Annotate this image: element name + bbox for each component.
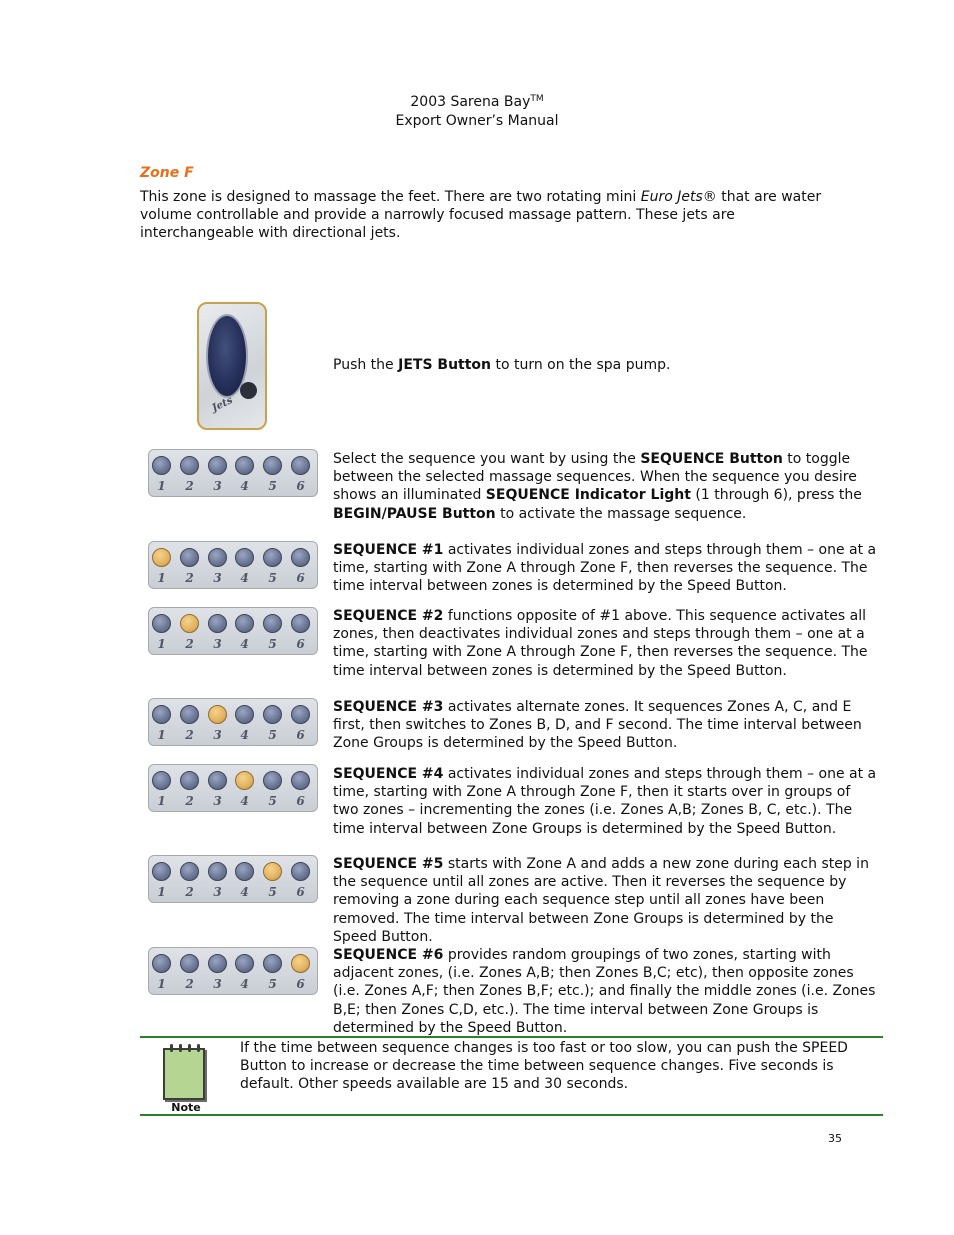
indicator-number-6: 6 [296, 977, 305, 991]
select-step-text: Select the sequence you want by using the SEQUENCE Button to toggle between the selected massage sequences. When the sequence you desire shows an illuminated SEQUENCE Indicator Light (1 through 6), press the BEGIN/PAUSE Button to activate the massage sequence. [333, 451, 862, 522]
sequence-indicator-light-4 [235, 548, 254, 567]
sequence-indicator-light-5 [263, 548, 282, 567]
sequence-indicator-light-5 [263, 954, 282, 973]
sequence-indicator-light-4 [235, 614, 254, 633]
jets-step-text: Push the JETS Button to turn on the spa pump. [333, 357, 671, 373]
note-top-rule [140, 1036, 883, 1038]
sequence-3-text: SEQUENCE #3 activates alternate zones. It sequences Zones A, C, and E first, then switches to Zones B, D, and F second. The time interval between Zone Groups is determined by the Speed Button. [333, 699, 862, 752]
indicator-number-6: 6 [296, 794, 305, 808]
note-label: Note [171, 1101, 201, 1114]
header-subtitle: Export Owner’s Manual [395, 113, 559, 129]
sequence-indicator-light-5 [263, 456, 282, 475]
indicator-number-1: 1 [157, 977, 166, 991]
sequence-indicator-light-2 [180, 862, 199, 881]
sequence-indicator-light-3 [208, 456, 227, 475]
indicator-number-3: 3 [213, 977, 222, 991]
sequence-indicator-light-1 [152, 614, 171, 633]
sequence-indicator-light-6 [291, 548, 310, 567]
sequence-indicator-light-6 [291, 456, 310, 475]
indicator-number-3: 3 [213, 571, 222, 585]
indicator-number-5: 5 [268, 885, 277, 899]
sequence-5-text: SEQUENCE #5 starts with Zone A and adds a new zone during each step in the sequence until all zones are active. Then it reverses the sequence by removing a zone during each sequence step until all zones have been removed. The time interval between Zone Groups is determined by the Speed Button. [333, 856, 869, 945]
indicator-number-4: 4 [240, 479, 249, 493]
indicator-number-3: 3 [213, 885, 222, 899]
sequence-indicator-light-6 [291, 954, 310, 973]
sequence-indicator-light-1 [152, 705, 171, 724]
indicator-number-1: 1 [157, 571, 166, 585]
sequence-indicator-light-4 [235, 862, 254, 881]
indicator-number-2: 2 [185, 794, 194, 808]
sequence-panel-5 [148, 855, 318, 903]
indicator-number-1: 1 [157, 479, 166, 493]
indicator-number-4: 4 [240, 728, 249, 742]
indicator-number-1: 1 [157, 728, 166, 742]
sequence-panel-4 [148, 764, 318, 812]
indicator-number-3: 3 [213, 637, 222, 651]
indicator-number-5: 5 [268, 794, 277, 808]
note-bottom-rule [140, 1114, 883, 1116]
indicator-number-4: 4 [240, 794, 249, 808]
sequence-indicator-light-3 [208, 771, 227, 790]
indicator-number-5: 5 [268, 479, 277, 493]
sequence-indicator-light-3 [208, 614, 227, 633]
sequence-indicator-light-1 [152, 954, 171, 973]
sequence-2-text: SEQUENCE #2 functions opposite of #1 above. This sequence activates all zones, then deactivates individual zones and steps through them – one at a time, starting with Zone A through Zone F, then reverses the sequence. The time interval between zones is determined by the Speed Button. [333, 608, 868, 679]
sequence-indicator-light-3 [208, 954, 227, 973]
sequence-indicator-light-1 [152, 771, 171, 790]
sequence-panel-none [148, 449, 318, 497]
sequence-panel-1 [148, 541, 318, 589]
section-title: Zone F [140, 165, 194, 181]
sequence-indicator-light-5 [263, 705, 282, 724]
indicator-number-1: 1 [157, 885, 166, 899]
sequence-panel-6 [148, 947, 318, 995]
sequence-indicator-light-5 [263, 771, 282, 790]
sequence-indicator-light-2 [180, 771, 199, 790]
sequence-4-text: SEQUENCE #4 activates individual zones and steps through them – one at a time, starting with Zone A through Zone F, then it starts over in groups of two zones – incrementing the zones (i.e. Zones A,B; Zones B, C, etc.). The time interval between Zone Groups is determined by the Speed Button. [333, 766, 877, 837]
indicator-number-2: 2 [185, 977, 194, 991]
sequence-indicator-light-6 [291, 771, 310, 790]
sequence-indicator-light-4 [235, 771, 254, 790]
indicator-number-5: 5 [268, 571, 277, 585]
sequence-indicator-light-2 [180, 456, 199, 475]
indicator-number-6: 6 [296, 885, 305, 899]
indicator-number-4: 4 [240, 571, 249, 585]
sequence-panel-3 [148, 698, 318, 746]
indicator-number-6: 6 [296, 728, 305, 742]
sequence-indicator-light-4 [235, 456, 254, 475]
sequence-indicator-light-5 [263, 614, 282, 633]
indicator-number-5: 5 [268, 977, 277, 991]
page-number: 35 [828, 1132, 842, 1145]
sequence-indicator-light-4 [235, 705, 254, 724]
indicator-number-2: 2 [185, 728, 194, 742]
indicator-number-6: 6 [296, 637, 305, 651]
sequence-1-text: SEQUENCE #1 activates individual zones and steps through them – one at a time, starting with Zone A through Zone F, then reverses the sequence. The time interval between zones is determined by the Speed Button. [333, 542, 877, 595]
sequence-indicator-light-1 [152, 548, 171, 567]
indicator-number-3: 3 [213, 728, 222, 742]
indicator-number-6: 6 [296, 571, 305, 585]
sequence-panel-2 [148, 607, 318, 655]
indicator-number-5: 5 [268, 637, 277, 651]
note-text: If the time between sequence changes is too fast or too slow, you can push the SPEED Button to increase or decrease the time between sequence changes. Five seconds is default. Other speeds available are 15 and 30 seconds. [240, 1040, 848, 1093]
sequence-indicator-light-3 [208, 705, 227, 724]
header-title: 2003 Sarena Bay™ [410, 94, 544, 110]
indicator-number-2: 2 [185, 571, 194, 585]
indicator-number-2: 2 [185, 885, 194, 899]
sequence-indicator-light-6 [291, 862, 310, 881]
indicator-number-4: 4 [240, 977, 249, 991]
intro-paragraph: This zone is designed to massage the feet. There are two rotating mini Euro Jets® that are water volume controllable and provide a narrowly focused massage pattern. These jets are interchangeable with directional jets. [140, 189, 822, 241]
indicator-number-2: 2 [185, 637, 194, 651]
indicator-number-3: 3 [213, 479, 222, 493]
sequence-6-text: SEQUENCE #6 provides random groupings of two zones, starting with adjacent zones, (i.e. Zones A,B; then Zones B,C; etc), then opposite zones (i.e. Zones A,F; then Zones B,F; etc.); and finally the middle zones (i.e. Zones B,E; then Zones C,D, etc.). The time interval between Zone Groups is determined by the Speed Button. [333, 947, 876, 1036]
sequence-indicator-light-5 [263, 862, 282, 881]
jets-button-photo [197, 302, 267, 430]
indicator-number-1: 1 [157, 794, 166, 808]
indicator-number-2: 2 [185, 479, 194, 493]
trademark-mark: TM [530, 94, 544, 104]
jets-label: Jets [210, 395, 235, 415]
sequence-indicator-light-3 [208, 862, 227, 881]
sequence-indicator-light-2 [180, 614, 199, 633]
indicator-number-4: 4 [240, 885, 249, 899]
note-icon [161, 1044, 209, 1102]
indicator-number-3: 3 [213, 794, 222, 808]
indicator-number-1: 1 [157, 637, 166, 651]
sequence-indicator-light-6 [291, 705, 310, 724]
sequence-indicator-light-3 [208, 548, 227, 567]
sequence-indicator-light-2 [180, 548, 199, 567]
indicator-number-5: 5 [268, 728, 277, 742]
indicator-number-4: 4 [240, 637, 249, 651]
sequence-indicator-light-6 [291, 614, 310, 633]
euro-jets-term: Euro Jets® [640, 189, 717, 205]
indicator-number-6: 6 [296, 479, 305, 493]
sequence-indicator-light-1 [152, 456, 171, 475]
sequence-indicator-light-2 [180, 705, 199, 724]
page-header [0, 90, 954, 131]
sequence-indicator-light-2 [180, 954, 199, 973]
sequence-indicator-light-1 [152, 862, 171, 881]
sequence-indicator-light-4 [235, 954, 254, 973]
jets-button-icon [240, 382, 257, 399]
